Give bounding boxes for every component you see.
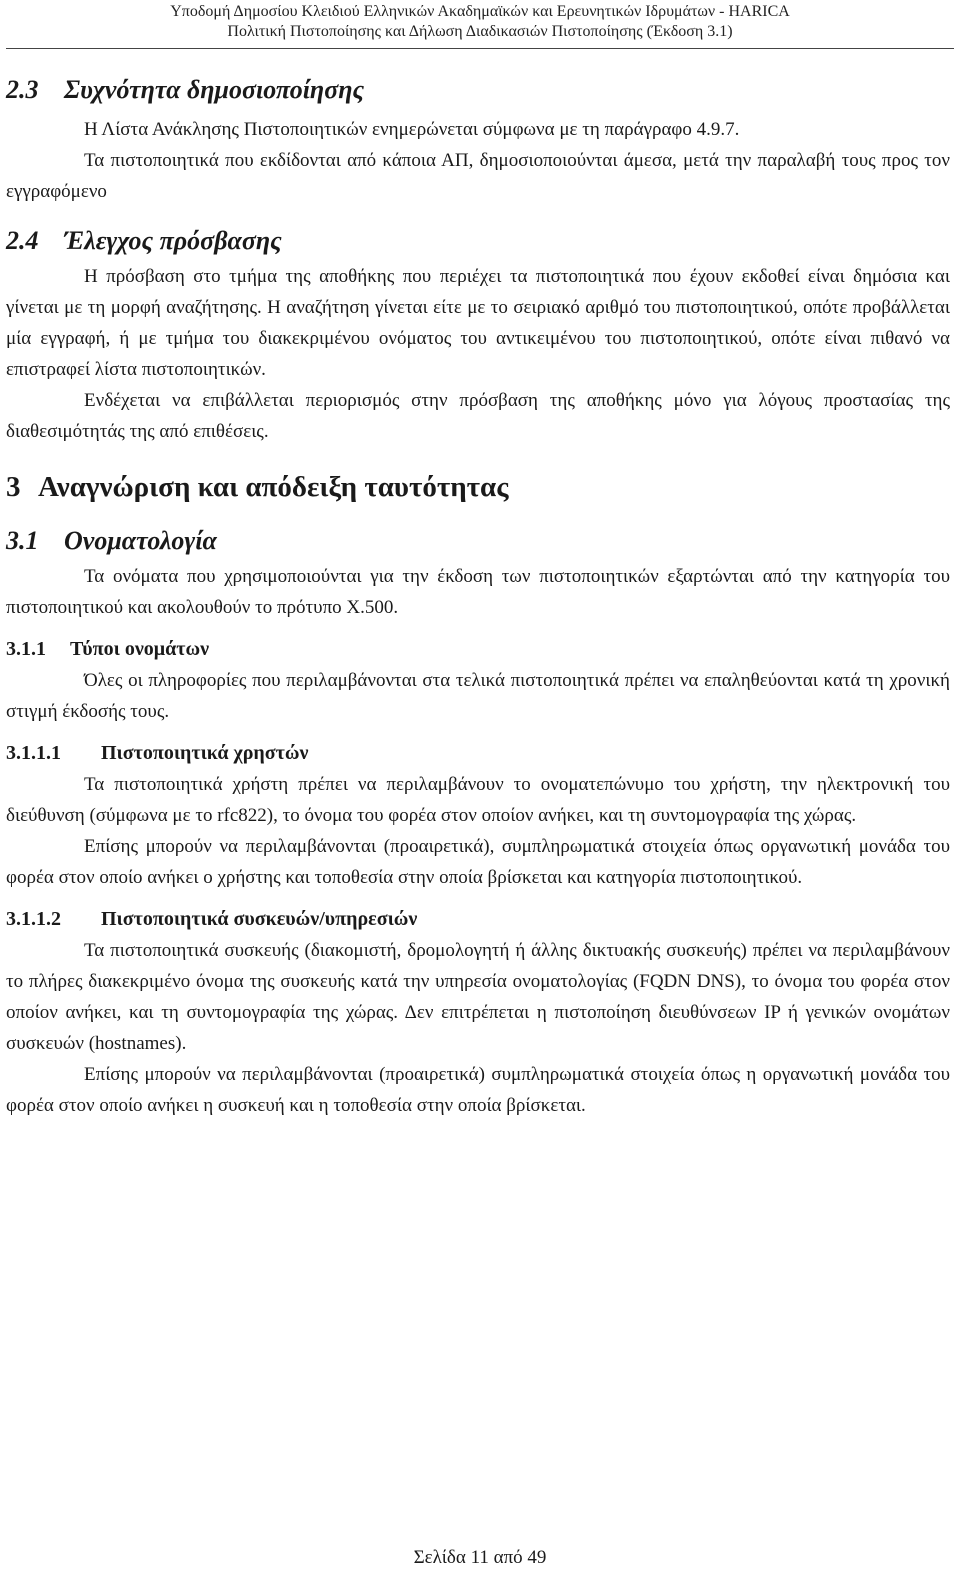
page-footer (0, 1546, 960, 1570)
subsubsection-heading-3-1-1-1 (6, 737, 950, 769)
header-divider (6, 48, 954, 49)
paragraph: Τα ονόματα που χρησιμοποιούνται για την έκδοση των πιστοποιητικών εξαρτώνται από την κατηγορία του πιστοποιητικού και ακολουθούν το πρότυπο X.500. (6, 566, 950, 618)
section-title: Έλεγχος πρόσβασης (64, 226, 282, 255)
subsection-number: 3.1.1 (6, 638, 46, 660)
subsubsection-title: Πιστοποιητικά χρηστών (101, 742, 309, 764)
page-number: Σελίδα 11 από 49 (413, 1547, 547, 1568)
section-heading-3-1 (6, 521, 950, 561)
paragraph: Τα πιστοποιητικά χρήστη πρέπει να περιλαμβάνουν το ονοματεπώνυμο του χρήστη, την ηλεκτρονική του διεύθυνση (σύμφωνα με το rfc822), το όνομα του φορέα στον οποίον ανήκει, και τη συντομογραφία της χώρας. (6, 774, 950, 826)
section-number: 3.1 (6, 526, 39, 555)
section-heading-2-3 (6, 70, 950, 110)
chapter-number: 3 (6, 471, 21, 503)
section-heading-2-4 (6, 221, 950, 261)
paragraph: Επίσης μπορούν να περιλαμβάνονται (προαιρετικά) συμπληρωματικά στοιχεία όπως η οργανωτική μονάδα του φορέα στον οποίο ανήκει η συσκευή και η τοποθεσία στην οποία βρίσκεται. (6, 1064, 950, 1116)
subsubsection-number: 3.1.1.2 (6, 908, 61, 930)
section-title: Συχνότητα δημοσιοποίησης (64, 75, 365, 104)
paragraph: Τα πιστοποιητικά συσκευής (διακομιστή, δρομολογητή ή άλλης δικτυακής συσκευής) πρέπει να περιλαμβάνουν το πλήρες διακεκριμένο όνομα της συσκευής κατά την υπηρεσία ονοματολογίας (FQDN DNS), το όνομα του φορέα στον οποίον ανήκει, και τη συντομογραφία της χώρας. Δεν επιτρέπεται η πιστοποίηση διευθύνσεων IP ή γενικών ονομάτων συσκευών (hostnames). (6, 940, 950, 1054)
subsection-heading-3-1-1 (6, 633, 950, 665)
subsubsection-number: 3.1.1.1 (6, 742, 61, 764)
subsection-title: Τύποι ονομάτων (70, 638, 210, 660)
section-title: Ονοματολογία (64, 526, 217, 555)
header-org-line: Υποδομή Δημοσίου Κλειδιού Ελληνικών Ακαδημαϊκών και Ερευνητικών Ιδρυμάτων - HARICA (170, 3, 790, 20)
paragraph: Ενδέχεται να επιβάλλεται περιορισμός στην πρόσβαση της αποθήκης μόνο για λόγους προστασίας της διαθεσιμότητάς της από επιθέσεις. (6, 390, 950, 442)
section-number: 2.4 (6, 226, 39, 255)
page-content (6, 70, 950, 1121)
paragraph: Τα πιστοποιητικά που εκδίδονται από κάποια ΑΠ, δημοσιοποιούνται άμεσα, μετά την παραλαβή τους προς τον εγγραφόμενο (6, 150, 950, 202)
paragraph: Επίσης μπορούν να περιλαμβάνονται (προαιρετικά), συμπληρωματικά στοιχεία όπως οργανωτική μονάδα του φορέα στον οποίο ανήκει ο χρήστης και τοποθεσία στην οποία βρίσκεται και κατηγορία πιστοποιητικού. (6, 836, 950, 888)
section-number: 2.3 (6, 75, 39, 104)
chapter-heading-3 (6, 465, 950, 509)
subsubsection-heading-3-1-1-2 (6, 903, 950, 935)
page-header (0, 2, 960, 42)
paragraph: Η Λίστα Ανάκλησης Πιστοποιητικών ενημερώνεται σύμφωνα με τη παράγραφο 4.9.7. (84, 119, 740, 140)
paragraph: Όλες οι πληροφορίες που περιλαμβάνονται στα τελικά πιστοποιητικά πρέπει να επαληθεύονται κατά τη χρονική στιγμή έκδοσής τους. (6, 670, 950, 722)
chapter-title: Αναγνώριση και απόδειξη ταυτότητας (38, 471, 509, 503)
header-doc-line: Πολιτική Πιστοποίησης και Δήλωση Διαδικασιών Πιστοποίησης (Έκδοση 3.1) (227, 23, 733, 40)
paragraph: Η πρόσβαση στο τμήμα της αποθήκης που περιέχει τα πιστοποιητικά που έχουν εκδοθεί είναι δημόσια και γίνεται με τη μορφή αναζήτησης. Η αναζήτηση γίνεται είτε με το σειριακό αριθμό του πιστοποιητικού, οπότε προβάλλεται μία εγγραφή, ή με τμήμα του διακεκριμένου ονόματος του αντικειμένου του πιστοποιητικού, οπότε είναι πιθανό να επιστραφεί λίστα πιστοποιητικών. (6, 266, 950, 380)
subsubsection-title: Πιστοποιητικά συσκευών/υπηρεσιών (101, 908, 418, 930)
